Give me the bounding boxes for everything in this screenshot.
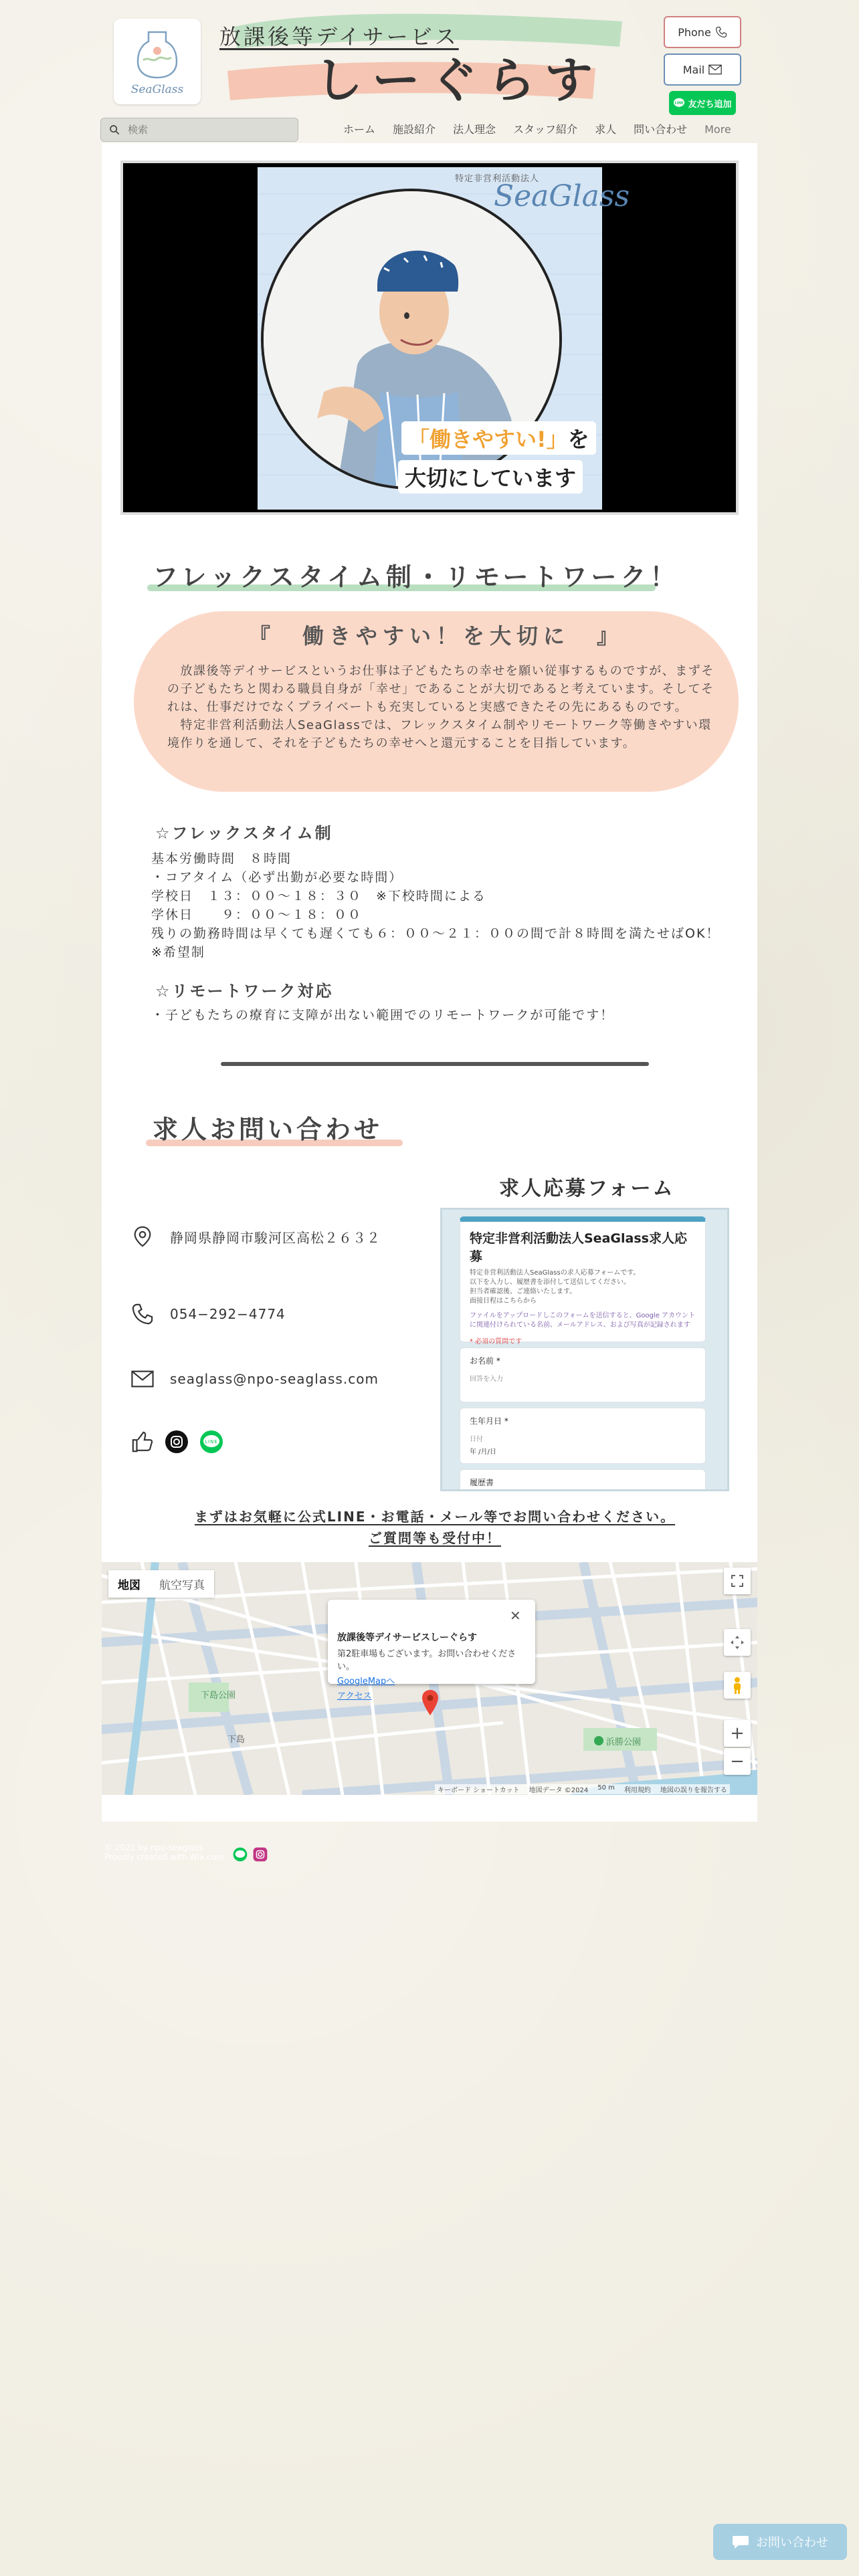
hero-brand: SeaGlass [494,179,630,213]
remote-heading: ☆リモートワーク対応 [155,982,334,1000]
footer-line-icon[interactable] [233,1847,248,1862]
gform-desc-line: 以下を入力し、履歴書を添付して送信してください。 [470,1279,630,1286]
bubble-title: 『 働きやすい！を大切に 』 [248,623,624,649]
question-label: 履歴書 [470,1478,494,1487]
zoom-in-button[interactable]: + [724,1720,751,1747]
form-title: 求人応募フォーム [499,1177,675,1200]
hero-org: 特定非営利活動法人 [455,174,540,184]
search-input[interactable] [126,124,263,136]
question-label: 生年月日 * [470,1416,508,1426]
form-header-card [460,1216,706,1346]
line-button-label: 友だち追加 [688,99,732,110]
popup-link-access[interactable]: アクセス [337,1691,372,1701]
date-input[interactable]: 年 /月/日 [470,1448,496,1456]
hero-caption-rest: を [567,427,589,452]
instagram-icon[interactable] [165,1430,189,1454]
form-question-resume [460,1469,706,1491]
mail-button[interactable] [664,53,741,86]
mail-label: Mail [682,63,705,76]
bubble-paragraph-1: 放課後等デイサービスというお仕事は子どもたちの幸せを願い従事するものですが、まずその子どもたちと関わる職員自身が「幸せ」であることが大切であると考えています。そしてそれは、仕事だけでなくプライベートも充実していると実感できたその先にあるものです。 [167,664,714,714]
hero-caption-highlight: 「働きやすい!」 [408,427,568,452]
social-row [131,1430,223,1454]
map-marker-icon[interactable] [421,1689,439,1716]
svg-text:LINE: LINE [675,101,684,106]
popup-close-icon[interactable]: ✕ [510,1608,521,1624]
flex-details [151,849,720,962]
nav-item-recruit[interactable]: 求人 [595,123,617,136]
flex-heading: ☆フレックスタイム制 [155,824,333,843]
gform-description [470,1269,696,1330]
site-title[interactable]: しーぐらす [314,52,603,108]
popup-desc: 第2駐車場もございます。お問い合わせください。 [337,1649,516,1672]
zoom-out-button[interactable]: − [724,1748,751,1775]
flex-section-title: フレックスタイム制・リモートワーク！ [153,562,680,592]
thumbs-up-icon [131,1430,154,1453]
satellite-tab[interactable]: 航空写真 [159,1579,205,1592]
gform-desc-line: 特定非営利活動法人SeaGlassの求人応募フォームです。 [470,1269,640,1277]
flex-line: 残りの勤務時間は早くても遅くても６：００〜２１：００の間で計８時間を満たせばOK！ [151,926,721,941]
phone-button[interactable] [664,16,741,48]
flex-line: 学校日 １３：００〜１８：３０ ※下校時間による [151,889,486,903]
site-logo[interactable] [114,19,201,104]
line-add-friend-button[interactable] [669,91,736,115]
location-pin-icon [131,1225,154,1248]
flex-line: ・コアタイム（必ず出勤が必要な時間） [151,870,403,885]
gform-desc-line: ファイルをアップロードしこのフォームを送信すると、Google アカウントに関連付けられている名前、メールアドレス、および写真が記録されます [470,1312,695,1329]
street-view-pegman[interactable] [724,1672,751,1699]
search-bar[interactable] [100,118,298,142]
main-nav [335,120,740,139]
nav-item-staff[interactable]: スタッフ紹介 [513,123,578,136]
pegman-icon [732,1677,743,1694]
seaglass-bottle-icon [134,27,181,80]
recruit-title: 求人お問い合わせ [153,1115,383,1144]
nav-item-facility[interactable]: 施設紹介 [393,123,436,136]
phone-icon [131,1303,154,1325]
logo-text: SeaGlass [130,83,184,96]
email-address[interactable]: seaglass@npo-seaglass.com [170,1371,379,1387]
bubble-paragraph-2: 特定非営利活動法人SeaGlassでは、フレックスタイム制やリモートワーク等働きやすい環境作りを通して、それを子どもたちの幸せへと還元することを目指しています。 [167,718,712,750]
map-footer-item: 地図データ ©2024 [529,1787,589,1794]
camera-control-icon [730,1635,745,1650]
map-footer-item[interactable]: キーボード ショートカット [438,1787,520,1794]
map-scale: 50 m [597,1784,615,1792]
nav-item-philosophy[interactable]: 法人理念 [453,123,496,136]
footer-copyright [104,1843,224,1862]
gform-desc-line: 面接日程はこちらから [470,1297,537,1305]
map-type-tabs [108,1570,214,1598]
question-label: お名前 * [470,1356,500,1366]
map-place-label: 下島 [227,1735,246,1745]
bubble-body [167,662,723,752]
svg-text:LINE: LINE [205,1439,218,1444]
map-footer-item[interactable]: 利用規約 [624,1787,651,1794]
map-place-label: 浜勝公園 [606,1737,642,1747]
email-row [131,1370,379,1388]
map-footer-item[interactable]: 地図の誤りを報告する [660,1787,727,1794]
phone-label: Phone [678,25,711,39]
line-icon [673,98,685,108]
nav-item-contact[interactable]: 問い合わせ [634,123,688,136]
chat-button[interactable] [713,2524,847,2560]
notice-line-2: ご質問等も受付中！ [369,1530,501,1546]
flex-line: ※希望制 [151,945,205,960]
line-icon[interactable] [199,1430,223,1454]
powered-by-text: Proudly created with Wix.com [104,1852,224,1862]
gform-desc-line: 担当者確認後、ご連絡いたします。 [470,1288,577,1295]
section-divider [221,1062,649,1066]
chat-label: お問い合わせ [756,2536,828,2550]
map-footer [435,1784,730,1794]
site-subtitle: 放課後等デイサービス [219,24,459,49]
mail-icon [708,64,722,75]
form-question-birthdate [460,1408,706,1464]
flex-line: 学休日 ９：００〜１８：００ [151,907,363,922]
popup-name: 放課後等デイサービスしーぐらす [337,1632,478,1643]
map-info-window [328,1600,535,1701]
map-place-label: 下島公園 [201,1691,236,1701]
map-tab[interactable]: 地図 [118,1579,140,1592]
map-camera-control[interactable] [724,1629,751,1656]
fullscreen-icon [731,1575,743,1587]
phone-icon [715,26,727,38]
contact-notice [134,1506,736,1549]
fullscreen-button[interactable] [724,1568,751,1594]
hero-caption-line2: 大切にしています [398,460,583,494]
mail-icon [131,1370,154,1388]
phone-row [131,1303,286,1325]
address-text: 静岡県静岡市駿河区高松２６３２ [170,1229,381,1246]
address-row [131,1225,381,1248]
search-icon [109,124,120,135]
nav-item-more[interactable]: More [704,123,731,136]
gform-required-note: * 必須の質問です [470,1338,522,1346]
flex-line: 基本労働時間 ８時間 [151,851,292,866]
hero-caption-line1 [401,421,596,455]
name-answer-field[interactable]: 回答を入力 [470,1376,503,1383]
gform-title: 特定非営利活動法人SeaGlass求人応募 [470,1231,687,1264]
notice-line-1: まずはお気軽に公式LINE・お電話・メール等でお問い合わせください。 [194,1509,676,1525]
recruit-form-embed[interactable] [440,1208,729,1491]
date-hint: 日付 [470,1436,483,1443]
copyright-text: © 2021 by npo-seaglass [104,1843,203,1852]
remote-line: ・子どもたちの療育に支障が出ない範囲でのリモートワークが可能です！ [151,1008,615,1023]
chat-bubble-icon [732,2535,749,2549]
nav-item-home[interactable]: ホーム [343,123,376,136]
popup-link-googlemap[interactable]: GoogleMapへ [337,1677,395,1687]
park-icon [594,1736,603,1745]
phone-number[interactable]: 054−292−4774 [170,1306,286,1322]
form-question-name [460,1348,706,1402]
footer-instagram-icon[interactable] [253,1847,268,1862]
